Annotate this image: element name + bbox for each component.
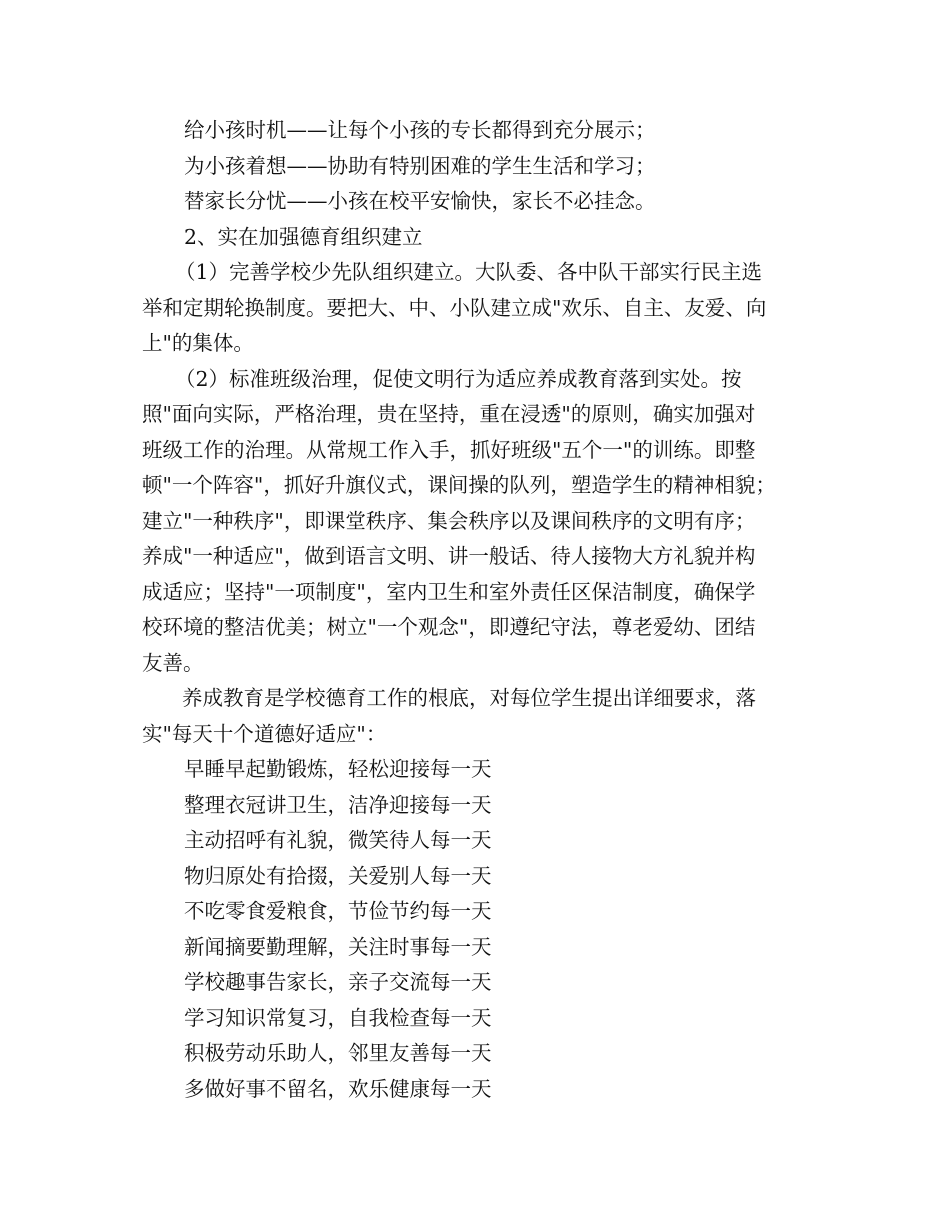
paragraph-3 — [142, 681, 812, 752]
intro-line: 给小孩时机——让每个小孩的专长都得到充分展示； — [184, 118, 656, 142]
paragraph-line: （1）完善学校少先队组织建立。大队委、各中队干部实行民主选 — [175, 260, 763, 284]
habit-line: 早睡早起勤锻炼，轻松迎接每一天 — [184, 757, 492, 781]
paragraph-line: 照"面向实际，严格治理，贵在坚持，重在浸透"的原则，确实加强对 — [142, 402, 756, 426]
paragraph-line: 建立"一种秩序"，即课堂秩序、集会秩序以及课间秩序的文明有序； — [142, 508, 756, 533]
intro-line: 替家长分忧——小孩在校平安愉快，家长不必挂念。 — [184, 189, 656, 213]
habit-line: 主动招呼有礼貌，微笑待人每一天 — [184, 828, 492, 852]
document-body — [142, 113, 812, 1107]
paragraph-line: 校环境的整洁优美；树立"一个观念"，即遵纪守法，尊老爱幼、团结 — [142, 615, 756, 639]
habit-line: 不吃零食爱粮食，节俭节约每一天 — [184, 899, 492, 923]
intro-block — [142, 113, 812, 220]
habit-line: 学习知识常复习，自我检查每一天 — [184, 1005, 492, 1030]
paragraph-line: 上"的集体。 — [142, 331, 254, 355]
habit-line: 物归原处有拾掇，关爱别人每一天 — [184, 863, 492, 888]
habit-line: 学校趣事告家长，亲子交流每一天 — [184, 970, 492, 994]
habits-list — [142, 752, 812, 1107]
paragraph-line: 友善。 — [142, 650, 204, 675]
paragraph-line: 实"每天十个道德好适应"： — [142, 721, 387, 746]
paragraph-line: 班级工作的治理。从常规工作入手，抓好班级"五个一"的训练。即整 — [142, 437, 756, 462]
paragraph-2 — [142, 362, 812, 682]
paragraph-line: 成适应；坚持"一项制度"，室内卫生和室外责任区保洁制度，确保学 — [142, 579, 756, 604]
paragraph-1 — [142, 255, 812, 362]
paragraph-line: 顿"一个阵容"，抓好升旗仪式，课间操的队列，塑造学生的精神相貌； — [142, 473, 776, 497]
paragraph-line: （2）标准班级治理，促使文明行为适应养成教育落到实处。按 — [175, 366, 742, 391]
habit-line: 新闻摘要勤理解，关注时事每一天 — [184, 934, 492, 959]
intro-line: 为小孩着想——协助有特别困难的学生生活和学习； — [184, 153, 656, 178]
habit-line: 整理衣冠讲卫生，洁净迎接每一天 — [184, 792, 492, 817]
habit-line: 积极劳动乐助人，邻里友善每一天 — [184, 1041, 492, 1065]
paragraph-line: 养成教育是学校德育工作的根底，对每位学生提出详细要求，落 — [182, 686, 756, 710]
section-heading: 2、实在加强德育组织建立 — [184, 224, 423, 249]
paragraph-line: 举和定期轮换制度。要把大、中、小队建立成"欢乐、自主、友爱、向 — [142, 295, 767, 320]
habit-line: 多做好事不留名，欢乐健康每一天 — [184, 1076, 492, 1101]
paragraph-line: 养成"一种适应"，做到语言文明、讲一般话、待人接物大方礼貌并构 — [142, 544, 756, 568]
